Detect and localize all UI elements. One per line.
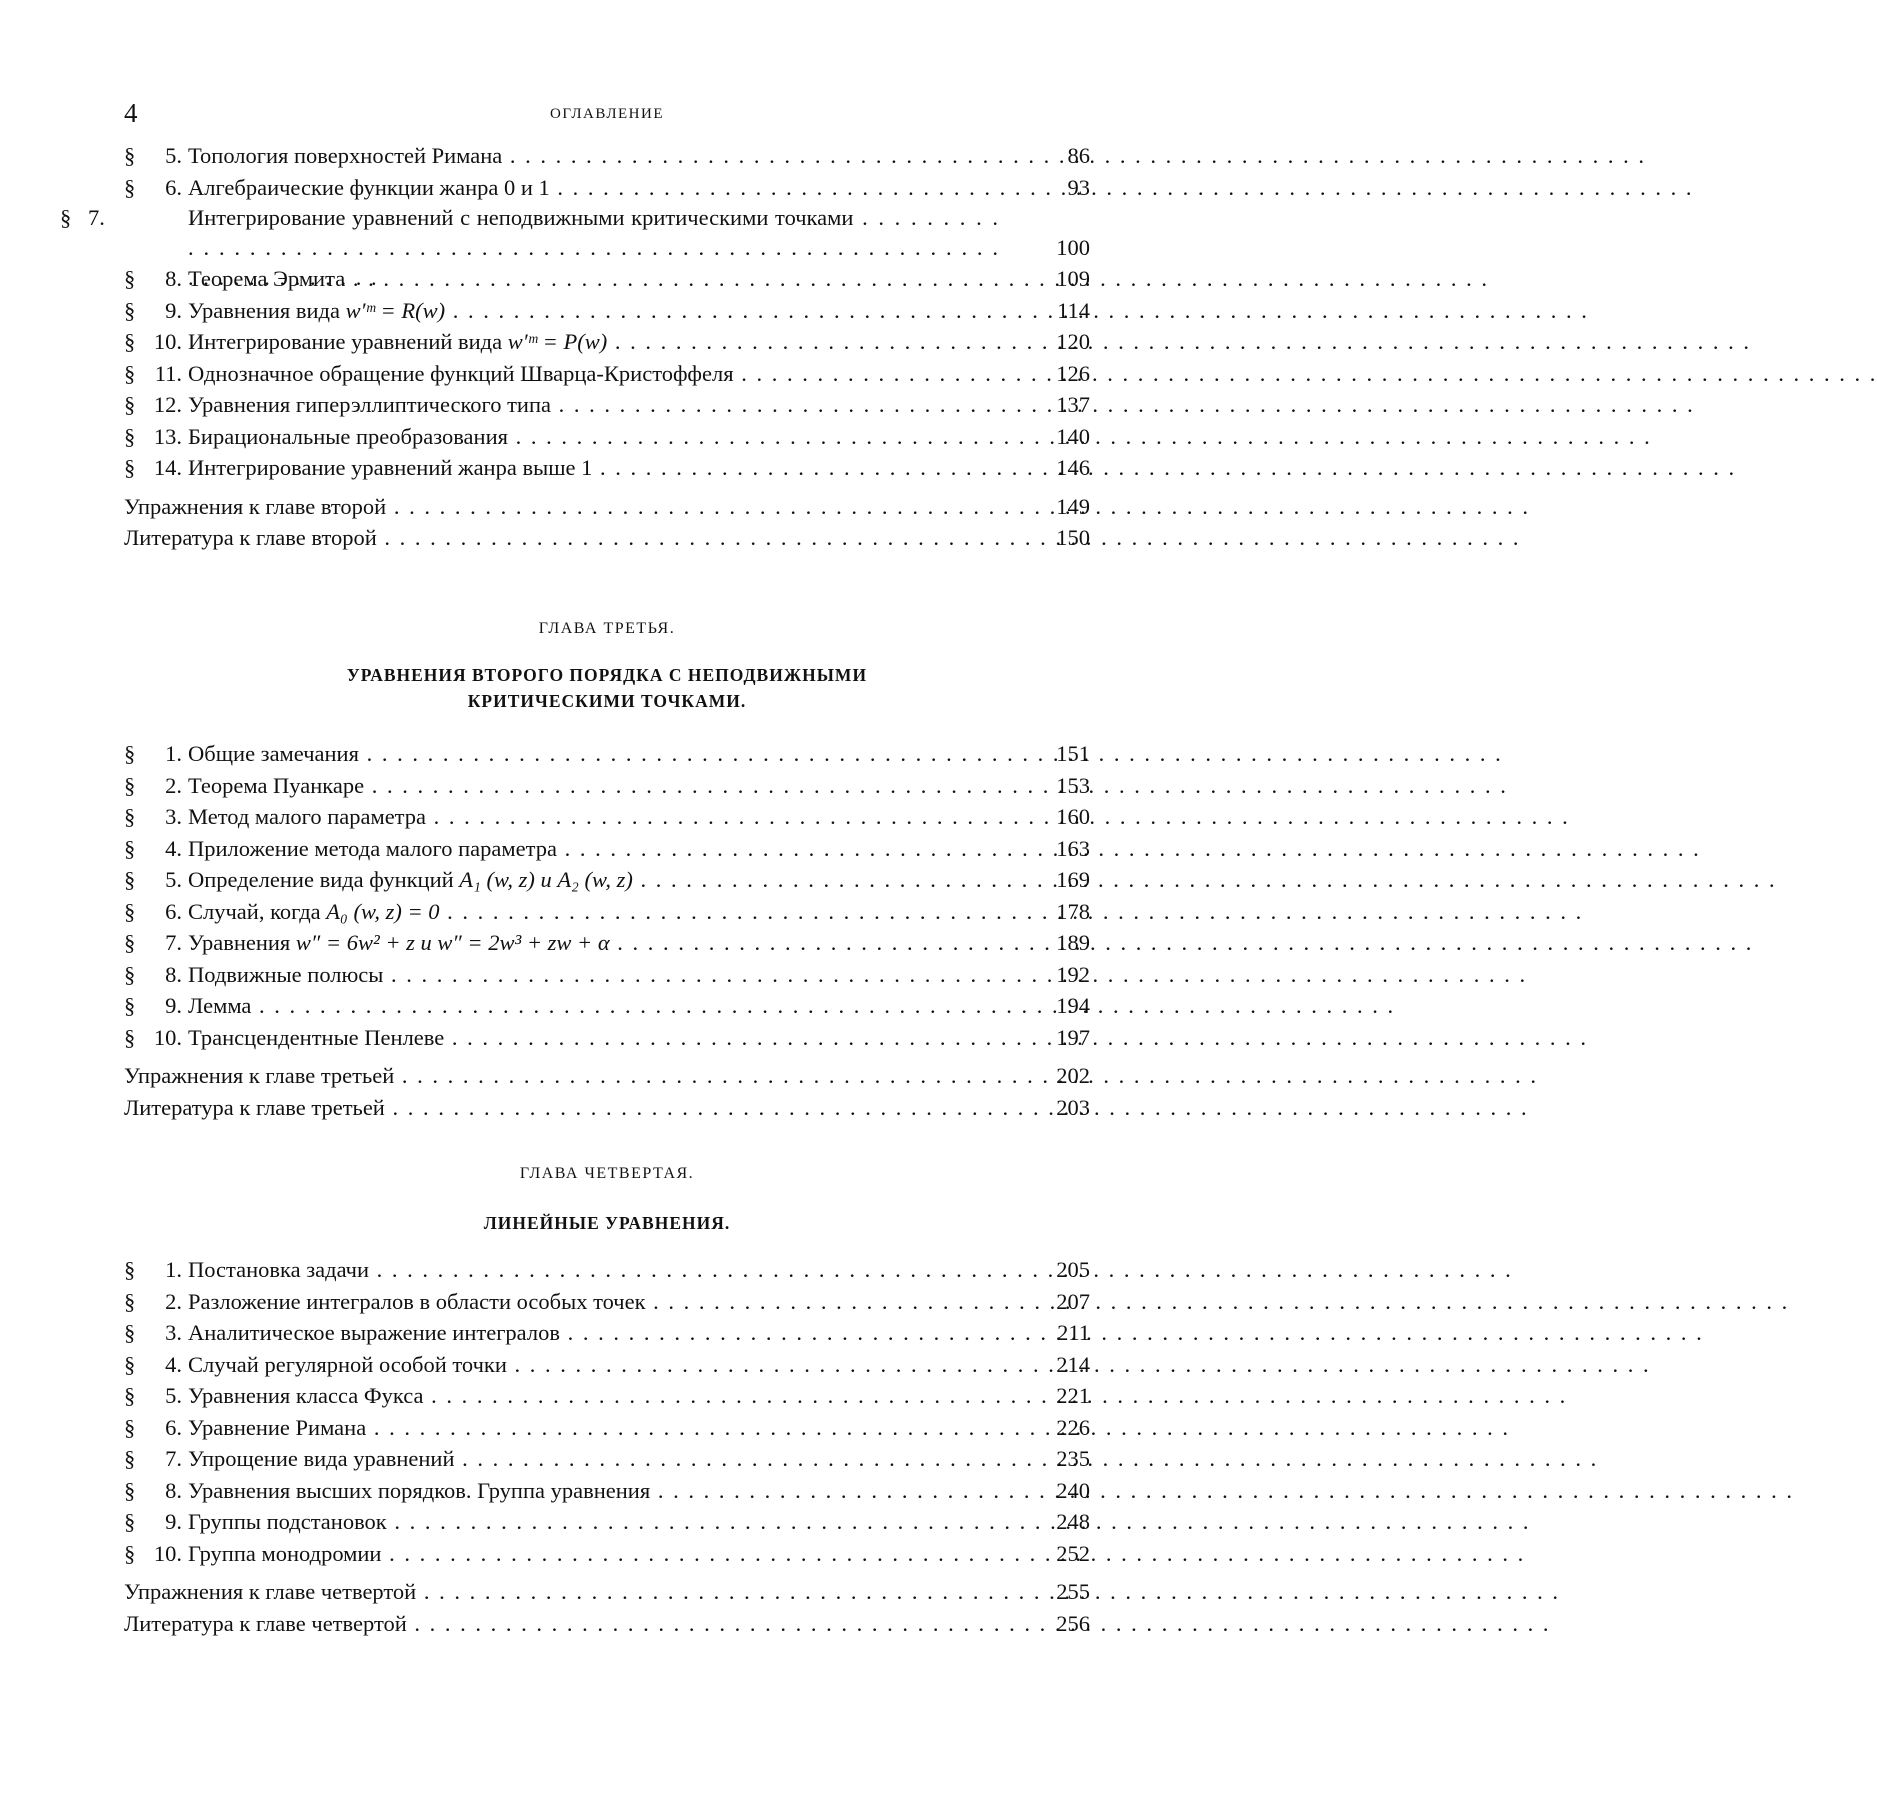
toc-page-number: 255 bbox=[1018, 1576, 1090, 1608]
toc-entry[interactable]: § 9. Уравнения вида w′ᵐ = R(w) . . . 114 bbox=[124, 295, 1090, 327]
toc-page bbox=[0, 0, 1200, 1802]
chapter2-toc bbox=[124, 140, 1090, 554]
toc-entry[interactable]: § 8. Уравнения высших порядков. Группа уравнения . . . 240 bbox=[124, 1475, 1090, 1507]
toc-entry[interactable]: § 2. Разложение интегралов в области особых точек . . . 207 bbox=[124, 1286, 1090, 1318]
formula: A₀ (w, z) = 0 bbox=[326, 899, 439, 924]
toc-entry[interactable]: § 5. Определение вида функций A₁ (w, z) и A₂ (w, z) . . . 169 bbox=[124, 864, 1090, 896]
toc-page-number: 93 bbox=[1018, 172, 1090, 204]
chapter4-heading: ГЛАВА ЧЕТВЕРТАЯ. bbox=[124, 1165, 1090, 1183]
toc-page-number: 226 bbox=[1018, 1412, 1090, 1444]
toc-page-number: 149 bbox=[1018, 491, 1090, 523]
toc-entry[interactable]: § 1. Постановка задачи . . . 205 bbox=[124, 1254, 1090, 1286]
running-header bbox=[124, 98, 1090, 132]
toc-page-number: 205 bbox=[1018, 1254, 1090, 1286]
toc-entry[interactable]: § 5. Топология поверхностей Римана . . . 86 bbox=[124, 140, 1090, 172]
toc-page-number: 256 bbox=[1018, 1608, 1090, 1640]
toc-entry[interactable]: § 6. Алгебраические функции жанра 0 и 1 . . . 93 bbox=[124, 172, 1090, 204]
toc-page-number: 207 bbox=[1018, 1286, 1090, 1318]
toc-entry[interactable]: § 6. Случай, когда A₀ (w, z) = 0 . . . 178 bbox=[124, 896, 1090, 928]
running-title: ОГЛАВЛЕНИЕ bbox=[124, 106, 1090, 123]
toc-entry[interactable]: § 2. Теорема Пуанкаре . . . 153 bbox=[124, 770, 1090, 802]
toc-entry[interactable]: § 5. Уравнения класса Фукса . . . 221 bbox=[124, 1380, 1090, 1412]
toc-entry[interactable]: § 14. Интегрирование уравнений жанра выше 1 . . . 146 bbox=[124, 452, 1090, 484]
toc-entry[interactable]: § 9. Лемма . . . 194 bbox=[124, 990, 1090, 1022]
toc-page-number: 137 bbox=[1018, 389, 1090, 421]
toc-entry[interactable]: § 10. Группа монодромии . . . 252 bbox=[124, 1538, 1090, 1570]
toc-entry[interactable]: § 13. Бирациональные преобразования . . . 140 bbox=[124, 421, 1090, 453]
toc-page-number: 151 bbox=[1018, 738, 1090, 770]
toc-entry[interactable]: § 8. Подвижные полюсы . . . 192 bbox=[124, 959, 1090, 991]
toc-extra-entry[interactable]: Упражнения к главе второй . . . 149 bbox=[124, 491, 1090, 523]
toc-extra-entry[interactable]: Упражнения к главе четвертой . . . 255 bbox=[124, 1576, 1090, 1608]
page-number: 4 bbox=[124, 98, 138, 129]
toc-extra-entry[interactable]: Литература к главе второй . . . 150 bbox=[124, 522, 1090, 554]
chapter3-title: УРАВНЕНИЯ ВТОРОГО ПОРЯДКА С НЕПОДВИЖНЫМИ КРИТИЧЕСКИМИ ТОЧКАМИ. bbox=[124, 662, 1090, 714]
toc-page-number: 203 bbox=[1018, 1092, 1090, 1124]
toc-page-number: 240 bbox=[1018, 1475, 1090, 1507]
chapter3-toc bbox=[124, 738, 1090, 1123]
toc-page-number: 86 bbox=[1018, 140, 1090, 172]
chapter4-title: ЛИНЕЙНЫЕ УРАВНЕНИЯ. bbox=[124, 1210, 1090, 1236]
chapter3-heading: ГЛАВА ТРЕТЬЯ. bbox=[124, 620, 1090, 638]
toc-page-number: 235 bbox=[1018, 1443, 1090, 1475]
toc-entry[interactable]: § 7. Уравнения w″ = 6w² + z и w″ = 2w³ + zw + α . . . 189 bbox=[124, 927, 1090, 959]
toc-entry[interactable]: § 1. Общие замечания . . . 151 bbox=[124, 738, 1090, 770]
chapter4-toc bbox=[124, 1254, 1090, 1639]
toc-entry[interactable]: § 7. Упрощение вида уравнений . . . 235 bbox=[124, 1443, 1090, 1475]
toc-page-number: 120 bbox=[1018, 326, 1090, 358]
toc-page-number: 197 bbox=[1018, 1022, 1090, 1054]
toc-page-number: 146 bbox=[1018, 452, 1090, 484]
toc-entry[interactable]: § 6. Уравнение Римана . . . 226 bbox=[124, 1412, 1090, 1444]
toc-page-number: 140 bbox=[1018, 421, 1090, 453]
toc-extra-entry[interactable]: Литература к главе третьей . . . 203 bbox=[124, 1092, 1090, 1124]
toc-page-number: 153 bbox=[1018, 770, 1090, 802]
toc-entry[interactable]: § 11. Однозначное обращение функций Шварца-Кристоффеля . . . 126 bbox=[124, 358, 1090, 390]
toc-entry[interactable]: § 4. Приложение метода малого параметра . . . 163 bbox=[124, 833, 1090, 865]
toc-page-number: 189 bbox=[1018, 927, 1090, 959]
toc-entry[interactable]: § 10. Трансцендентные Пенлеве . . . 197 bbox=[124, 1022, 1090, 1054]
toc-page-number: 211 bbox=[1018, 1317, 1090, 1349]
toc-page-number: 192 bbox=[1018, 959, 1090, 991]
toc-entry[interactable]: § 10. Интегрирование уравнений вида w′ᵐ = P(w) . . . 120 bbox=[124, 326, 1090, 358]
toc-page-number: 252 bbox=[1018, 1538, 1090, 1570]
toc-page-number: 163 bbox=[1018, 833, 1090, 865]
toc-page-number: 114 bbox=[1018, 295, 1090, 327]
toc-page-number: 202 bbox=[1018, 1060, 1090, 1092]
toc-page-number: 126 bbox=[1018, 358, 1090, 390]
toc-extra-entry[interactable]: Литература к главе четвертой . . . 256 bbox=[124, 1608, 1090, 1640]
toc-page-number: 178 bbox=[1018, 896, 1090, 928]
toc-page-number: 109 bbox=[1018, 263, 1090, 295]
toc-page-number: 100 bbox=[1018, 233, 1090, 263]
formula: w″ = 6w² + z и w″ = 2w³ + zw + α bbox=[296, 930, 610, 955]
formula: w′ᵐ = R(w) bbox=[346, 298, 445, 323]
toc-entry[interactable]: § 8. Теорема Эрмита . . . 109 bbox=[124, 263, 1090, 295]
toc-page-number: 150 bbox=[1018, 522, 1090, 554]
toc-entry[interactable]: § 12. Уравнения гиперэллиптического типа . . . 137 bbox=[124, 389, 1090, 421]
toc-page-number: 169 bbox=[1018, 864, 1090, 896]
formula: A₁ (w, z) и A₂ (w, z) bbox=[459, 867, 633, 892]
toc-entry[interactable]: § 4. Случай регулярной особой точки . . . 214 bbox=[124, 1349, 1090, 1381]
toc-page-number: 248 bbox=[1018, 1506, 1090, 1538]
toc-extra-entry[interactable]: Упражнения к главе третьей . . . 202 bbox=[124, 1060, 1090, 1092]
toc-entry[interactable]: § 9. Группы подстановок . . . 248 bbox=[124, 1506, 1090, 1538]
toc-page-number: 221 bbox=[1018, 1380, 1090, 1412]
formula: w′ᵐ = P(w) bbox=[508, 329, 607, 354]
toc-entry[interactable]: § 3. Метод малого параметра . . . 160 bbox=[124, 801, 1090, 833]
toc-page-number: 214 bbox=[1018, 1349, 1090, 1381]
toc-entry[interactable]: § 3. Аналитическое выражение интегралов . . . 211 bbox=[124, 1317, 1090, 1349]
toc-page-number: 194 bbox=[1018, 990, 1090, 1022]
toc-page-number: 160 bbox=[1018, 801, 1090, 833]
toc-entry[interactable]: § 7. Интегрирование уравнений с неподвижными критическими точками . . . 100 bbox=[124, 203, 1090, 263]
